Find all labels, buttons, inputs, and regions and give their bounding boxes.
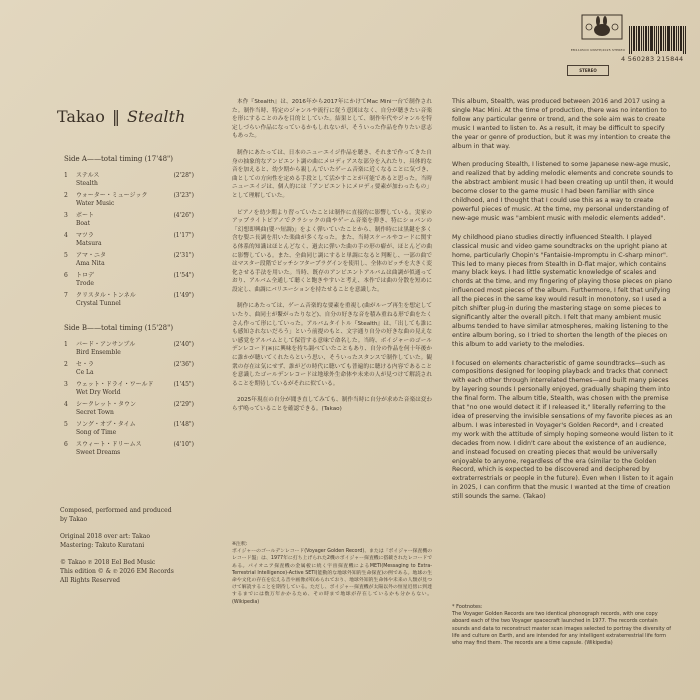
en-paragraph: My childhood piano studies directly influenced Stealth. I played classical music and video game soundtracks on the upright piano at home, particularly Chopin's "Fantaisie-Impromptu in C-sharp minor". This led to many pieces from Stealth in D-flat major, which contains many black keys. I had little systematic knowledge of scales and chords at the time, and my fingering of playing those pieces on piano influenced most pieces of the album. Furthermore, I felt that unifying all the pieces in the same key would result in monotony, so I used a pitch shifter plug-in during the mastering stage on some pieces to significantly alter the overall pitch. I felt that many ambient music albums tended to have similar atmospheres, making listening to the entire album boring, so I tried to shorten the length of the pieces on this album to add variety to the melodies.	[452, 233, 672, 348]
track-row	[64, 212, 194, 228]
track-title-en: Bird Ensemble	[76, 349, 121, 356]
track-title-jp: ウォーター・ミュージック	[76, 192, 148, 199]
track-titles	[76, 401, 168, 417]
track-title-jp: ボート	[76, 212, 95, 219]
track-row	[64, 421, 194, 437]
track-title-jp: クリスタル・トンネル	[76, 292, 136, 299]
track-number: 2	[64, 361, 68, 368]
jp-paragraph: 本作『Stealth』は、2016年から2017年にかけてMac Mini一台で制作された。制作当時、特定のジャンルや流行に従う意図はなく、自分が聴きたい音楽を形にすることのみを目的としていた。結果として、制作年代やジャンルを特定しづらい作品になっているかもしれないが、そういった作品を作りたい意志もあった。	[232, 99, 432, 140]
track-row	[64, 292, 194, 308]
track-titles	[76, 292, 168, 308]
track-number: 5	[64, 252, 68, 259]
barcode-icon	[628, 26, 688, 54]
credit-by: by Takao	[60, 516, 88, 523]
track-titles	[76, 212, 168, 228]
track-number: 1	[64, 172, 68, 179]
credit-c-line: © Takao ℗ 2018 Eel Bed Music	[60, 559, 156, 566]
japanese-liner-notes	[232, 98, 432, 422]
track-number: 7	[64, 292, 68, 299]
track-title-jp: アマ・ニタ	[76, 252, 107, 259]
jp-paragraph: 2025年現在の自分が聞き直してみても、制作当時に自分が求めた音楽は変わらず鳴っていることを確認できる。(Takao)	[232, 397, 432, 412]
track-titles	[76, 421, 168, 437]
track-row	[64, 381, 194, 397]
credit-composed: Composed, performed and produced	[60, 507, 172, 514]
track-title-jp: シークレット・タウン	[76, 401, 136, 408]
track-duration: (1'45")	[173, 381, 194, 388]
album-name: Stealth	[127, 107, 186, 126]
track-title-jp: トロデ	[76, 272, 95, 279]
track-duration: (1'54")	[173, 272, 194, 279]
track-titles	[76, 192, 168, 208]
side-b	[64, 324, 194, 461]
bunny-logo-icon	[581, 14, 623, 40]
artist-name: Takao	[57, 107, 105, 126]
track-titles	[76, 381, 168, 397]
track-titles	[76, 252, 168, 268]
track-number: 4	[64, 232, 68, 239]
track-row	[64, 252, 194, 268]
track-duration: (1'17")	[173, 232, 194, 239]
track-title-en: Stealth	[76, 180, 98, 187]
track-titles	[76, 172, 168, 188]
english-liner-notes	[452, 98, 674, 512]
track-duration: (4'10")	[173, 441, 194, 448]
jp-footnote-body: ボイジャーのゴールデンレコード(Voyager Golden Record)、または「ボイジャー探査機のレコード盤」は、1977年に打ち上げられた2機のボイジャー探査機に搭載されたレコードである。パイオニア探査機の金属板に続く宇宙探査機によるMETI(Messaging to Extra-Terrestrial Intelligence)-Active SETI(能動的な地球外知的生命探査)の例である。地球の生命や文化の存在を伝える音や画像が収められており、地球外知的生命体や未来の人類が見つけて解読することを期待している。ただし、ボイジャー探査機が太陽以外の恒星近傍に到達するまでには数万年かかるため、その時まで地球が存在しているかも分からない。(Wikipedia)	[232, 549, 432, 605]
track-duration: (2'31")	[173, 252, 194, 259]
credit-edition: This edition © & ℗ 2026 EM Records	[60, 568, 174, 575]
track-row	[64, 172, 194, 188]
barcode-digits: 4 560283 215844	[621, 55, 684, 63]
track-row	[64, 272, 194, 288]
track-title-jp: バード・アンサンブル	[76, 341, 136, 348]
track-duration: (2'40")	[173, 341, 194, 348]
track-duration: (1'49")	[173, 292, 194, 299]
track-titles	[76, 232, 168, 248]
track-title-en: Boat	[76, 220, 91, 227]
album-title	[57, 107, 185, 126]
track-title-jp: セ・ラ	[76, 361, 95, 368]
track-row	[64, 361, 194, 377]
credit-original: Original 2018 over art: Takao	[60, 533, 150, 540]
jp-paragraph: 制作にあたっては、ゲーム音楽的な要素を重視し(曲がループ再生を想定していたり、曲同士が繋がったりなど)、自分の好きな音を積み重ねる形で曲をたくさん作って形にしていった。アルバムタイトル『Stealth』は、「出しても誰にも感知されないだろう」という前提のもと、文字通り自分の好きな曲の見えない感覚をアルバムとして保管する意味で命名した。当時、ボイジャーのゴールデンレコード(※)に興味を持ち調べていたこともあり、自分の作品を何十年後かに誰かが聴いてくれたらという思い、そういったスタンスで制作していた。観衆の存在は気にせず、誰がどの時代に聴いても普遍的に聴ける内容であることを意識したゴールデンレコードは地球外生命体や未来の人が見つけて解読されることを期待しているがそれに似ている。	[232, 303, 432, 387]
en-paragraph: This album, Stealth, was produced between 2016 and 2017 using a single Mac Mini. At the time of production, there was no intention to follow any particular genre or trend, and the sole aim was to create music I wanted to listen to. As a result, it may be difficult to specify the year or genre of production, but it was my intention to create the album in that way.	[452, 98, 671, 150]
english-footnote	[452, 604, 674, 647]
track-duration: (3'23")	[173, 192, 194, 199]
japanese-footnote	[232, 541, 432, 606]
en-paragraph: When producing Stealth, I listened to some Japanese new-age music, and realized that by adding melodic elements and concrete sounds to the abstract ambient music I had been creating up until then, it would become closer to the game music I had been familiar with since childhood, and I thought that I could use this as a way to create powerful pieces of music. At the time, my personal understanding of new-age music was "ambient music with melodic elements added".	[452, 161, 674, 222]
track-title-jp: スウィート・ドリームス	[76, 441, 142, 448]
track-title-en: Secret Town	[76, 409, 114, 416]
track-title-en: Song of Time	[76, 429, 117, 436]
track-title-en: Trode	[76, 280, 94, 287]
track-number: 5	[64, 421, 68, 428]
track-title-jp: ウェット・ドライ・ワールド	[76, 381, 154, 388]
track-duration: (4'26")	[173, 212, 194, 219]
track-number: 6	[64, 272, 68, 279]
track-row	[64, 232, 194, 248]
track-title-jp: マツラ	[76, 232, 94, 239]
jp-paragraph: ピアノを幼少期より習っていたことは制作に直接的に影響している。実家のアップライトピアノでクラシックの曲やゲーム音楽を弾き、特にショパンの「幻想即興曲(嬰ハ短調)」をよく弾いていたことから、制作時には黒鍵を多く含む嬰ニ長調を用いた楽曲が多くなった。また、当時スケールやコードに関する体系的知識はほとんどなく、過去に弾いた曲の手の形の癖が、ほとんどの曲に影響している。また、全曲同じ調にすると単調になると判断し、一部の曲ではマスター段階でピッチシフタープラグインを使用し、全体のピッチを大きく変化させる手法を用いた。当時、既存のアンビエントアルバムは曲調が似通っており、アルバム全通して聴くと飽きやすいと考え、本作では曲の分散を短めに設定し、曲調にバリエーションを持たせることを意識した。	[232, 209, 432, 293]
en-footnote-heading: * Footnotes:	[452, 604, 483, 610]
side-b-tracklist	[64, 341, 194, 457]
track-title-en: Matsura	[76, 240, 102, 247]
track-title-en: Ama Nita	[76, 260, 105, 267]
track-title-jp: ソング・オブ・タイム	[76, 421, 136, 428]
track-title-en: Crystal Tunnel	[76, 300, 121, 307]
track-number: 4	[64, 401, 68, 408]
track-titles	[76, 272, 168, 288]
track-duration: (2'28")	[173, 172, 194, 179]
track-number: 3	[64, 212, 68, 219]
track-titles	[76, 361, 168, 377]
track-title-en: Sweet Dreams	[76, 449, 121, 456]
track-duration: (2'36")	[173, 361, 194, 368]
track-title-en: Wet Dry World	[76, 389, 121, 396]
credits	[60, 506, 190, 585]
track-title-jp: ステルス	[76, 172, 100, 179]
track-number: 2	[64, 192, 68, 199]
stereo-label: STEREO	[567, 65, 609, 76]
track-title-en: Ce La	[76, 369, 94, 376]
en-footnote-body: The Voyager Golden Records are two identical phonograph records, with one copy aboard each of the two Voyager spacecraft launched in 1977. The records contain sounds and data to reconstruct master scan images selected to portray the diversity of life and culture on Earth, and are intended for any intelligent extraterrestrial life form who may find them. The records are a time capsule. (Wikipedia)	[452, 611, 672, 647]
jp-paragraph: 制作にあたっては、日本のニューエイジ作品を聴き、それまで作ってきた自身の抽象的なアンビエント調の曲にメロディアスな部分を入れたり、具体的な音を加えると、幼少期から親しんでいたゲーム音楽に近くなることに気づき、曲としての方向性を定める手段として活かすことが可能であると思った。当時ニューエイジは、個人的には「アンビエントにメロディ要素が加わったもの」として理解していた。	[232, 149, 432, 199]
track-row	[64, 441, 194, 457]
track-number: 6	[64, 441, 68, 448]
track-duration: (1'48")	[173, 421, 194, 428]
track-number: 1	[64, 341, 68, 348]
track-titles	[76, 441, 168, 457]
track-row	[64, 401, 194, 417]
credit-rights: All Rights Reserved	[60, 577, 120, 584]
side-a-tracklist	[64, 172, 194, 308]
credit-mastering: Mastering: Takuto Kuratani	[60, 542, 145, 549]
track-title-en: Water Music	[76, 200, 115, 207]
side-b-heading: Side B——total timing (15'28")	[64, 324, 174, 332]
title-separator: ‖	[111, 107, 120, 126]
track-row	[64, 341, 194, 357]
track-titles	[76, 341, 168, 357]
side-a-heading: Side A——total timing (17'48")	[64, 155, 173, 163]
catalog-number: EM1195CD UNSTE/2025 STEREO	[570, 48, 626, 52]
track-duration: (2'29")	[173, 401, 194, 408]
side-a	[64, 155, 194, 312]
track-row	[64, 192, 194, 208]
track-number: 3	[64, 381, 68, 388]
en-paragraph: I focused on elements characteristic of game soundtracks—such as compositions designed for looping playback and tracks that connect with each other through interrelated themes—and built many pieces by layering sounds I personally enjoyed, gradually shaping them into the final form. The album title, Stealth, was chosen with the premise that "no one would detect it if I released it," literally referring to the idea of preserving the invisible sensations of my favorite pieces as an album. I was interested in Voyager's Golden Record*, and I created my work with the attitude of simply hoping someone would listen to it decades from now. I didn't care about the existence of an audience, and instead focused on creating pieces that would be universally enjoyable to anyone, regardless of the era (similar to the Golden Record, which is expected to be discovered and deciphered by extraterrestrials or people in the future). Even when I listen to it again in 2025, I can confirm that the music I wanted at the time of creation still sounds the same. (Takao)	[452, 359, 674, 501]
jp-footnote-heading: ※注釈:	[232, 542, 248, 547]
